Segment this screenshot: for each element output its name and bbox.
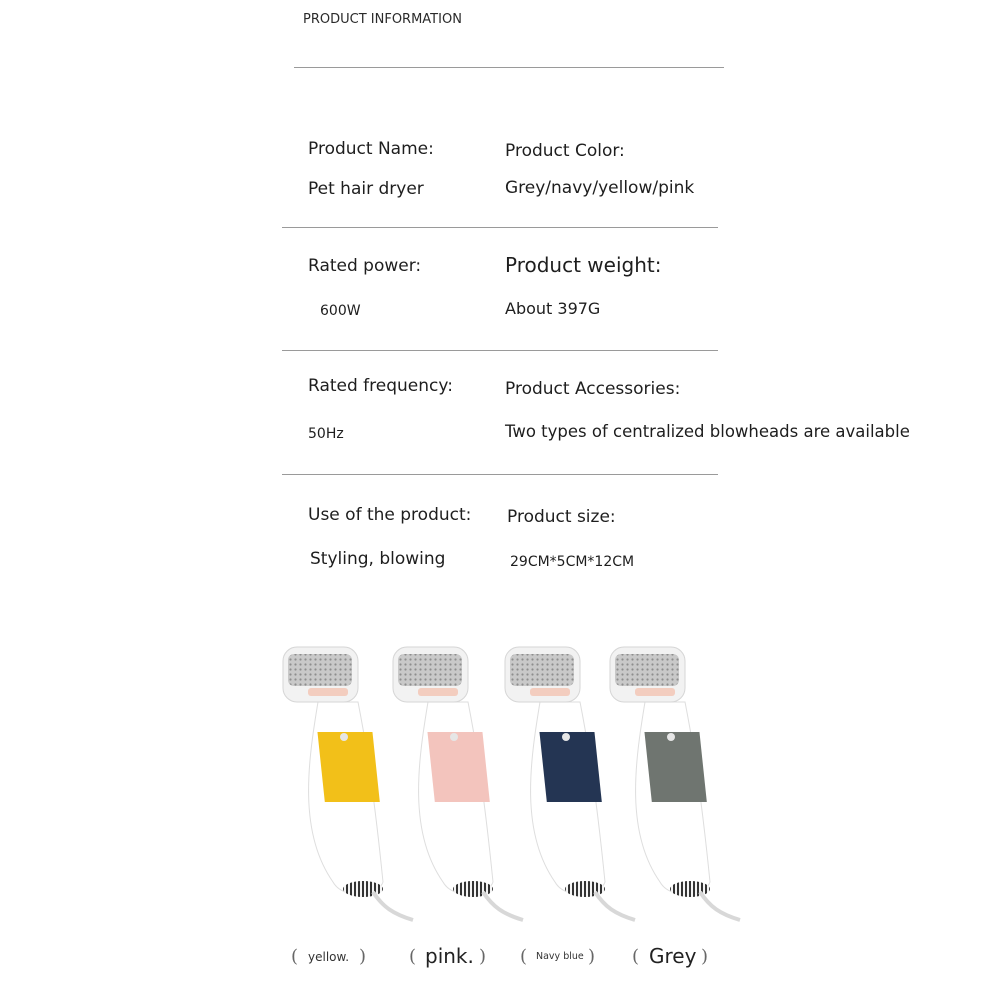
rated-frequency-value: 50Hz (308, 426, 344, 442)
product-weight-label: Product weight: (505, 253, 662, 277)
paren-open: ( (632, 946, 640, 967)
rated-power-value: 600W (320, 303, 361, 319)
color-band (539, 732, 601, 802)
dryer-grey (610, 647, 740, 920)
product-color-value: Grey/navy/yellow/pink (505, 178, 695, 198)
row-divider (282, 350, 718, 351)
rated-frequency-label: Rated frequency: (308, 376, 453, 396)
color-band (317, 732, 379, 802)
product-photo (0, 630, 1000, 990)
paren-close: ) (359, 946, 367, 967)
product-name-value: Pet hair dryer (308, 179, 424, 199)
paren-close: ) (479, 946, 487, 967)
product-size-value: 29CM*5CM*12CM (510, 554, 635, 570)
paren-close: ) (588, 946, 596, 967)
variant-label-navy: Navy blue (536, 951, 584, 962)
header-divider (294, 67, 724, 68)
paren-open: ( (409, 946, 417, 967)
product-accessories-value: Two types of centralized blowheads are available (505, 422, 910, 441)
variant-label-pink: pink. (425, 944, 474, 968)
product-size-label: Product size: (507, 507, 616, 527)
product-name-label: Product Name: (308, 139, 434, 159)
variant-label-yellow: yellow. (308, 950, 350, 964)
product-weight-value: About 397G (505, 299, 601, 318)
product-accessories-label: Product Accessories: (505, 379, 681, 399)
color-band (644, 732, 706, 802)
row-divider (282, 474, 718, 475)
use-label: Use of the product: (308, 505, 472, 525)
paren-close: ) (701, 946, 709, 967)
page-title: PRODUCT INFORMATION (303, 12, 462, 27)
row-divider (282, 227, 718, 228)
paren-open: ( (291, 946, 299, 967)
product-color-label: Product Color: (505, 141, 625, 161)
dryer-pink (393, 647, 523, 920)
paren-open: ( (520, 946, 528, 967)
variant-label-grey: Grey (649, 944, 697, 968)
color-band (427, 732, 489, 802)
use-value: Styling, blowing (310, 549, 446, 569)
rated-power-label: Rated power: (308, 256, 422, 276)
